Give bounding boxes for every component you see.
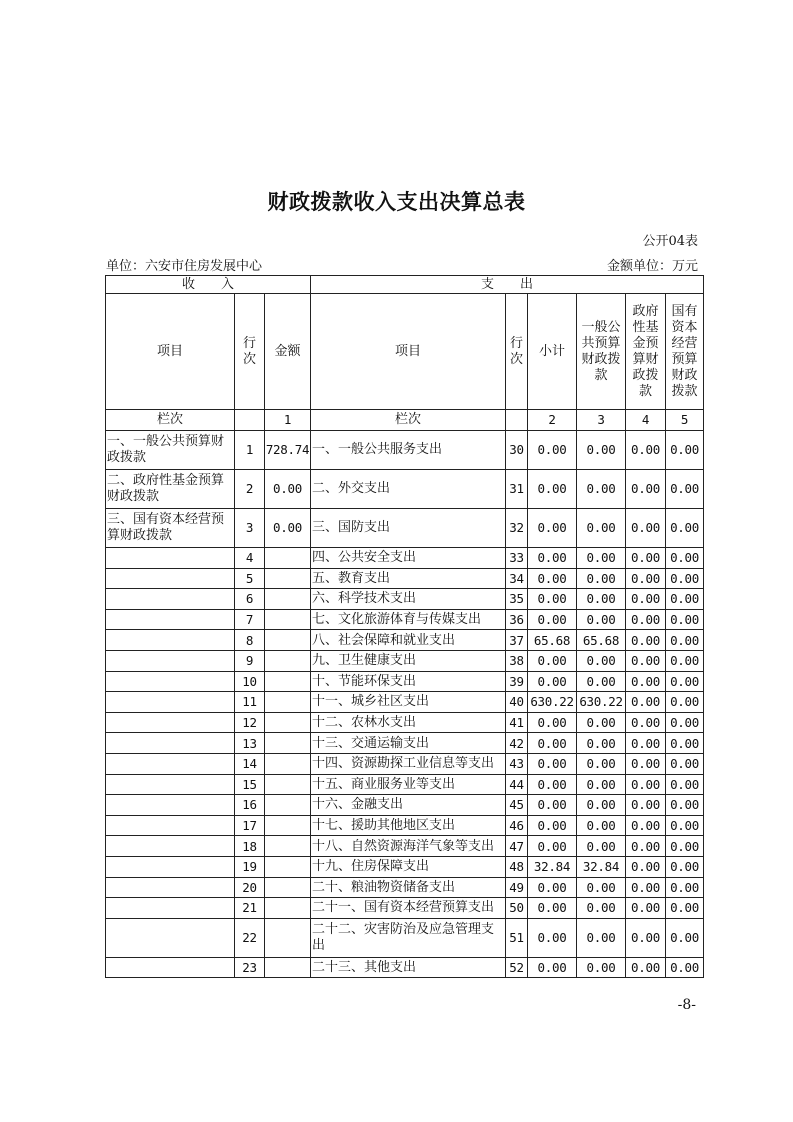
cell-expense-item: 五、教育支出: [311, 568, 506, 589]
cell-state-capital: 0.00: [666, 609, 704, 630]
cell-state-capital: 0.00: [666, 836, 704, 857]
cell-expense-row-no: 31: [506, 470, 528, 509]
cell-state-capital: 0.00: [666, 733, 704, 754]
cell-expense-item: 十九、住房保障支出: [311, 856, 506, 877]
cell-expense-item: 二十三、其他支出: [311, 957, 506, 978]
cell-income-item: [106, 815, 235, 836]
cell-subtotal: 0.00: [528, 898, 577, 919]
cell-income-amount: [265, 774, 311, 795]
income-amount-index: 1: [265, 410, 311, 431]
cell-income-row-no: 6: [235, 589, 265, 610]
cell-gov-fund: 0.00: [626, 836, 666, 857]
cell-state-capital: 0.00: [666, 856, 704, 877]
cell-expense-item: 二、外交支出: [311, 470, 506, 509]
cell-income-amount: [265, 957, 311, 978]
income-header: 收 入: [106, 276, 311, 294]
cell-income-row-no: 13: [235, 733, 265, 754]
cell-subtotal: 0.00: [528, 548, 577, 569]
cell-income-item: [106, 774, 235, 795]
cell-expense-row-no: 40: [506, 692, 528, 713]
cell-expense-row-no: 44: [506, 774, 528, 795]
cell-state-capital: 0.00: [666, 815, 704, 836]
col-expense-row-no: [506, 294, 528, 410]
table-row: [106, 712, 704, 733]
cell-state-capital: 0.00: [666, 650, 704, 671]
cell-gov-fund: 0.00: [626, 568, 666, 589]
cell-expense-row-no: 30: [506, 431, 528, 470]
cell-expense-row-no: 42: [506, 733, 528, 754]
table-row: [106, 957, 704, 978]
cell-expense-item: 十七、援助其他地区支出: [311, 815, 506, 836]
cell-expense-item: 九、卫生健康支出: [311, 650, 506, 671]
cell-general-budget: 0.00: [577, 957, 626, 978]
col-income-amount: 金额: [265, 294, 311, 410]
subtotal-index: 2: [528, 410, 577, 431]
cell-income-row-no: 4: [235, 548, 265, 569]
cell-subtotal: 0.00: [528, 957, 577, 978]
cell-income-row-no: 16: [235, 795, 265, 816]
table-row: [106, 733, 704, 754]
cell-gov-fund: 0.00: [626, 509, 666, 548]
cell-income-amount: [265, 671, 311, 692]
cell-general-budget: 0.00: [577, 836, 626, 857]
cell-income-amount: 0.00: [265, 509, 311, 548]
table-row: [106, 548, 704, 569]
income-index-label: 栏次: [106, 410, 235, 431]
col-gov-fund-label: 政府性基金预算财政拨款: [632, 303, 659, 399]
cell-income-row-no: 8: [235, 630, 265, 651]
cell-income-item: [106, 650, 235, 671]
cell-expense-item: 十三、交通运输支出: [311, 733, 506, 754]
col-income-row-no: [235, 294, 265, 410]
cell-subtotal: 0.00: [528, 650, 577, 671]
gov-fund-index: 4: [626, 410, 666, 431]
table-row: [106, 856, 704, 877]
cell-gov-fund: 0.00: [626, 957, 666, 978]
cell-income-row-no: 18: [235, 836, 265, 857]
cell-income-amount: [265, 650, 311, 671]
cell-income-amount: [265, 753, 311, 774]
cell-subtotal: 0.00: [528, 568, 577, 589]
cell-expense-item: 十二、农林水支出: [311, 712, 506, 733]
cell-expense-row-no: 45: [506, 795, 528, 816]
cell-income-amount: [265, 712, 311, 733]
cell-income-row-no: 10: [235, 671, 265, 692]
table-row: [106, 836, 704, 857]
cell-subtotal: 0.00: [528, 509, 577, 548]
cell-income-item: [106, 568, 235, 589]
amount-unit-label: 金额单位：万元: [606, 259, 698, 274]
cell-general-budget: 0.00: [577, 609, 626, 630]
cell-expense-item: 七、文化旅游体育与传媒支出: [311, 609, 506, 630]
cell-general-budget: 0.00: [577, 548, 626, 569]
cell-expense-item: 一、一般公共服务支出: [311, 431, 506, 470]
cell-income-item: 三、国有资本经营预算财政拨款: [106, 509, 235, 548]
cell-income-item: 一、一般公共预算财政拨款: [106, 431, 235, 470]
document-title: 财政拨款收入支出决算总表: [267, 190, 526, 214]
cell-general-budget: 65.68: [577, 630, 626, 651]
state-capital-index: 5: [666, 410, 704, 431]
cell-income-item: [106, 856, 235, 877]
cell-state-capital: 0.00: [666, 795, 704, 816]
page-number: -8-: [677, 997, 696, 1013]
cell-expense-item: 十五、商业服务业等支出: [311, 774, 506, 795]
cell-income-amount: [265, 795, 311, 816]
table-row: [106, 795, 704, 816]
table-row: [106, 431, 704, 470]
cell-expense-row-no: 37: [506, 630, 528, 651]
expense-index-label: 栏次: [311, 410, 506, 431]
cell-gov-fund: 0.00: [626, 609, 666, 630]
cell-expense-row-no: 39: [506, 671, 528, 692]
cell-income-row-no: 23: [235, 957, 265, 978]
cell-expense-item: 十、节能环保支出: [311, 671, 506, 692]
col-state-capital-label: 国有资本经营预算财政拨款: [671, 303, 698, 399]
table-row: [106, 918, 704, 957]
unit-label: 单位：六安市住房发展中心: [106, 259, 263, 274]
general-budget-index: 3: [577, 410, 626, 431]
cell-income-row-no: 1: [235, 431, 265, 470]
cell-subtotal: 0.00: [528, 671, 577, 692]
cell-general-budget: 0.00: [577, 795, 626, 816]
table-row: [106, 898, 704, 919]
cell-income-row-no: 9: [235, 650, 265, 671]
cell-subtotal: 0.00: [528, 918, 577, 957]
cell-gov-fund: 0.00: [626, 877, 666, 898]
cell-gov-fund: 0.00: [626, 470, 666, 509]
cell-state-capital: 0.00: [666, 957, 704, 978]
cell-general-budget: 0.00: [577, 712, 626, 733]
cell-general-budget: 0.00: [577, 568, 626, 589]
cell-income-amount: [265, 856, 311, 877]
cell-income-item: [106, 753, 235, 774]
cell-expense-row-no: 43: [506, 753, 528, 774]
table-row: [106, 650, 704, 671]
cell-state-capital: 0.00: [666, 898, 704, 919]
cell-subtotal: 0.00: [528, 431, 577, 470]
table-row: [106, 509, 704, 548]
cell-expense-row-no: 52: [506, 957, 528, 978]
cell-income-item: [106, 671, 235, 692]
table-row: [106, 630, 704, 651]
cell-expense-row-no: 51: [506, 918, 528, 957]
cell-general-budget: 0.00: [577, 898, 626, 919]
cell-expense-row-no: 50: [506, 898, 528, 919]
cell-income-row-no: 5: [235, 568, 265, 589]
cell-gov-fund: 0.00: [626, 856, 666, 877]
cell-expense-item: 六、科学技术支出: [311, 589, 506, 610]
cell-subtotal: 0.00: [528, 589, 577, 610]
cell-income-amount: [265, 609, 311, 630]
cell-income-item: [106, 918, 235, 957]
cell-subtotal: 0.00: [528, 609, 577, 630]
cell-gov-fund: 0.00: [626, 548, 666, 569]
cell-gov-fund: 0.00: [626, 918, 666, 957]
cell-gov-fund: 0.00: [626, 692, 666, 713]
cell-general-budget: 0.00: [577, 753, 626, 774]
cell-expense-item: 四、公共安全支出: [311, 548, 506, 569]
expense-header: 支 出: [311, 276, 704, 294]
cell-income-item: [106, 589, 235, 610]
cell-subtotal: 0.00: [528, 815, 577, 836]
table-row: [106, 589, 704, 610]
cell-expense-row-no: 47: [506, 836, 528, 857]
fiscal-appropriation-table: [105, 275, 704, 978]
table-row: [106, 774, 704, 795]
cell-expense-item: 二十一、国有资本经营预算支出: [311, 898, 506, 919]
cell-income-amount: 0.00: [265, 470, 311, 509]
cell-income-item: [106, 877, 235, 898]
cell-expense-row-no: 34: [506, 568, 528, 589]
cell-income-item: [106, 836, 235, 857]
cell-subtotal: 0.00: [528, 877, 577, 898]
cell-income-amount: [265, 877, 311, 898]
cell-state-capital: 0.00: [666, 671, 704, 692]
cell-expense-item: 三、国防支出: [311, 509, 506, 548]
cell-income-amount: [265, 630, 311, 651]
cell-income-item: [106, 692, 235, 713]
cell-income-item: [106, 795, 235, 816]
cell-gov-fund: 0.00: [626, 774, 666, 795]
cell-state-capital: 0.00: [666, 589, 704, 610]
col-expense-row-no-label: 行次: [509, 335, 523, 367]
cell-expense-row-no: 38: [506, 650, 528, 671]
column-index-row: [106, 410, 704, 431]
cell-income-row-no: 15: [235, 774, 265, 795]
table-row: [106, 877, 704, 898]
cell-general-budget: 0.00: [577, 815, 626, 836]
cell-state-capital: 0.00: [666, 548, 704, 569]
cell-subtotal: 32.84: [528, 856, 577, 877]
cell-income-amount: [265, 733, 311, 754]
table-row: [106, 815, 704, 836]
cell-gov-fund: 0.00: [626, 815, 666, 836]
cell-expense-row-no: 36: [506, 609, 528, 630]
cell-income-amount: [265, 918, 311, 957]
cell-gov-fund: 0.00: [626, 671, 666, 692]
cell-subtotal: 65.68: [528, 630, 577, 651]
cell-subtotal: 0.00: [528, 795, 577, 816]
cell-expense-item: 八、社会保障和就业支出: [311, 630, 506, 651]
cell-income-amount: [265, 815, 311, 836]
cell-income-amount: [265, 692, 311, 713]
cell-general-budget: 0.00: [577, 470, 626, 509]
cell-general-budget: 0.00: [577, 918, 626, 957]
cell-income-amount: [265, 568, 311, 589]
cell-income-row-no: 3: [235, 509, 265, 548]
cell-expense-row-no: 48: [506, 856, 528, 877]
cell-income-item: [106, 733, 235, 754]
cell-income-item: [106, 630, 235, 651]
cell-income-row-no: 2: [235, 470, 265, 509]
cell-expense-row-no: 32: [506, 509, 528, 548]
cell-income-row-no: 14: [235, 753, 265, 774]
table-row: [106, 692, 704, 713]
cell-expense-item: 二十二、灾害防治及应急管理支出: [311, 918, 506, 957]
cell-gov-fund: 0.00: [626, 712, 666, 733]
cell-income-row-no: 20: [235, 877, 265, 898]
cell-general-budget: 0.00: [577, 733, 626, 754]
cell-state-capital: 0.00: [666, 692, 704, 713]
cell-subtotal: 0.00: [528, 470, 577, 509]
cell-general-budget: 0.00: [577, 431, 626, 470]
cell-income-item: [106, 898, 235, 919]
cell-expense-item: 二十、粮油物资储备支出: [311, 877, 506, 898]
cell-income-amount: [265, 589, 311, 610]
cell-state-capital: 0.00: [666, 877, 704, 898]
table-row: [106, 753, 704, 774]
cell-general-budget: 0.00: [577, 671, 626, 692]
cell-income-row-no: 12: [235, 712, 265, 733]
expense-row-no-index: [506, 410, 528, 431]
cell-expense-item: 十六、金融支出: [311, 795, 506, 816]
cell-gov-fund: 0.00: [626, 650, 666, 671]
cell-income-amount: [265, 898, 311, 919]
table-body: [106, 431, 704, 978]
cell-state-capital: 0.00: [666, 774, 704, 795]
cell-gov-fund: 0.00: [626, 898, 666, 919]
cell-gov-fund: 0.00: [626, 431, 666, 470]
cell-gov-fund: 0.00: [626, 589, 666, 610]
cell-expense-row-no: 35: [506, 589, 528, 610]
col-general-budget: [577, 294, 626, 410]
cell-state-capital: 0.00: [666, 568, 704, 589]
col-income-item: 项目: [106, 294, 235, 410]
cell-income-row-no: 11: [235, 692, 265, 713]
cell-subtotal: 630.22: [528, 692, 577, 713]
cell-state-capital: 0.00: [666, 470, 704, 509]
cell-subtotal: 0.00: [528, 712, 577, 733]
cell-income-row-no: 22: [235, 918, 265, 957]
cell-general-budget: 0.00: [577, 774, 626, 795]
cell-income-row-no: 19: [235, 856, 265, 877]
table-row: [106, 671, 704, 692]
cell-general-budget: 32.84: [577, 856, 626, 877]
header-group-row: [106, 276, 704, 294]
cell-state-capital: 0.00: [666, 753, 704, 774]
cell-income-item: 二、政府性基金预算财政拨款: [106, 470, 235, 509]
col-expense-item: 项目: [311, 294, 506, 410]
cell-expense-row-no: 46: [506, 815, 528, 836]
cell-income-amount: [265, 836, 311, 857]
cell-income-item: [106, 609, 235, 630]
col-general-budget-label: 一般公共预算财政拨款: [581, 319, 621, 383]
col-gov-fund: [626, 294, 666, 410]
cell-expense-row-no: 41: [506, 712, 528, 733]
cell-general-budget: 0.00: [577, 509, 626, 548]
cell-general-budget: 0.00: [577, 650, 626, 671]
cell-gov-fund: 0.00: [626, 753, 666, 774]
col-state-capital: [666, 294, 704, 410]
cell-general-budget: 0.00: [577, 877, 626, 898]
cell-expense-row-no: 49: [506, 877, 528, 898]
header-column-row: [106, 294, 704, 410]
cell-expense-item: 十八、自然资源海洋气象等支出: [311, 836, 506, 857]
table-row: [106, 609, 704, 630]
cell-state-capital: 0.00: [666, 509, 704, 548]
cell-subtotal: 0.00: [528, 836, 577, 857]
cell-gov-fund: 0.00: [626, 795, 666, 816]
cell-income-row-no: 7: [235, 609, 265, 630]
cell-subtotal: 0.00: [528, 753, 577, 774]
cell-state-capital: 0.00: [666, 431, 704, 470]
cell-income-row-no: 17: [235, 815, 265, 836]
cell-general-budget: 630.22: [577, 692, 626, 713]
income-row-no-index: [235, 410, 265, 431]
cell-subtotal: 0.00: [528, 733, 577, 754]
table-row: [106, 568, 704, 589]
cell-general-budget: 0.00: [577, 589, 626, 610]
cell-state-capital: 0.00: [666, 630, 704, 651]
cell-expense-item: 十四、资源勘探工业信息等支出: [311, 753, 506, 774]
cell-state-capital: 0.00: [666, 712, 704, 733]
cell-state-capital: 0.00: [666, 918, 704, 957]
col-income-row-no-label: 行次: [242, 335, 256, 367]
cell-income-item: [106, 548, 235, 569]
cell-income-item: [106, 712, 235, 733]
cell-gov-fund: 0.00: [626, 630, 666, 651]
form-number: 公开04表: [642, 234, 698, 249]
cell-expense-item: 十一、城乡社区支出: [311, 692, 506, 713]
cell-expense-row-no: 33: [506, 548, 528, 569]
cell-income-amount: 728.74: [265, 431, 311, 470]
cell-income-item: [106, 957, 235, 978]
table-row: [106, 470, 704, 509]
cell-gov-fund: 0.00: [626, 733, 666, 754]
cell-income-amount: [265, 548, 311, 569]
col-subtotal: 小计: [528, 294, 577, 410]
cell-income-row-no: 21: [235, 898, 265, 919]
cell-subtotal: 0.00: [528, 774, 577, 795]
